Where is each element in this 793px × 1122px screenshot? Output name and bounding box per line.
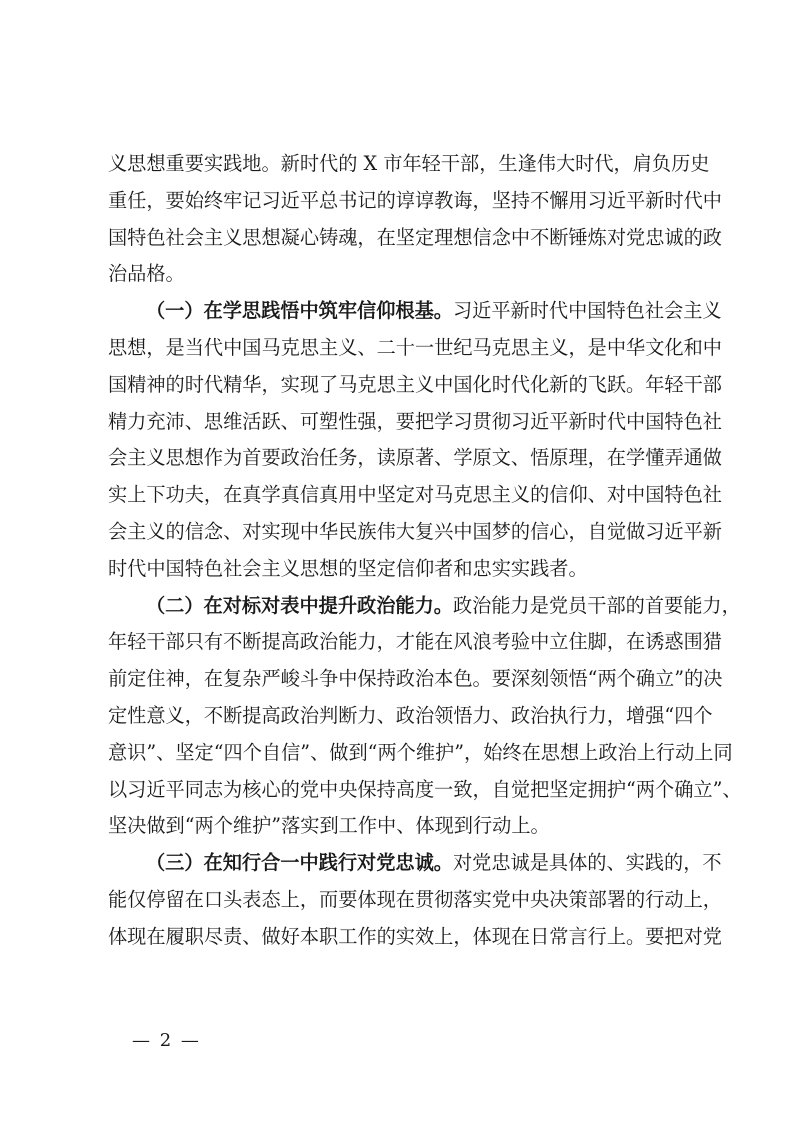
text-line: 意识”、坚定“四个自信”、做到“两个维护”，始终在思想上政治上行动上同: [108, 740, 733, 764]
text-line: 坚决做到“两个维护”落实到工作中、体现到行动上。: [108, 814, 550, 838]
text-line: 体现在履职尽责、做好本职工作的实效上，体现在日常言行上。要把对党: [108, 924, 722, 948]
text-line: 重任，要始终牢记习近平总书记的谆谆教诲，坚持不懈用习近平新时代中: [108, 188, 722, 212]
text-line: 国特色社会主义思想凝心铸魂，在坚定理想信念中不断锤炼对党忠诚的政: [108, 225, 722, 249]
section-heading-1: （一）在学思践悟中筑牢信仰根基。: [146, 299, 453, 323]
paragraph-section-1: [108, 293, 722, 587]
text-line: 年轻干部只有不断提高政治能力，才能在风浪考验中立住脚，在诱惑围猎: [108, 630, 722, 654]
text-line: 能仅停留在口头表态上，而要体现在贯彻落实党中央决策部署的行动上，: [108, 887, 722, 911]
text-line: 会主义思想作为首要政治任务，读原著、学原文、悟原理，在学懂弄通做: [108, 446, 722, 470]
section-1-lead-text: 习近平新时代中国特色社会主义: [453, 299, 722, 323]
text-line: 定性意义，不断提高政治判断力、政治领悟力、政治执行力，增强“四个: [108, 703, 713, 727]
page-number: — 2 —: [132, 1030, 201, 1051]
text-line: [108, 588, 741, 625]
text-line: 思想，是当代中国马克思主义、二十一世纪马克思主义，是中华文化和中: [108, 335, 722, 359]
text-line: 实上下功夫，在真学真信真用中坚定对马克思主义的信仰、对中国特色社: [108, 483, 722, 507]
text-line: 会主义的信念、对实现中华民族伟大复兴中国梦的信心，自觉做习近平新: [108, 519, 722, 543]
paragraph-section-2: [108, 588, 742, 846]
text-line: [108, 293, 722, 330]
text-line: 前定住神，在复杂严峻斗争中保持政治本色。要深刻领悟“两个确立”的决: [108, 667, 723, 691]
text-line: 义思想重要实践地。新时代的 X 市年轻干部，生逢伟大时代，肩负历史: [108, 152, 710, 175]
paragraph-section-3: [108, 845, 722, 955]
text-line: 国精神的时代精华，实现了马克思主义中国化时代化新的飞跃。年轻干部: [108, 372, 722, 396]
text-line: [108, 845, 722, 882]
section-heading-2: （二）在对标对表中提升政治能力。: [146, 593, 453, 617]
text-line: 治品格。: [108, 262, 185, 286]
document-body: [108, 146, 742, 956]
section-2-lead-text: 政治能力是党员干部的首要能力，: [453, 593, 741, 617]
paragraph-intro: [108, 146, 722, 293]
section-heading-3: （三）在知行合一中践行对党忠诚。: [146, 851, 453, 875]
text-line: 精力充沛、思维活跃、可塑性强，要把学习贯彻习近平新时代中国特色社: [108, 409, 722, 433]
text-line: 以习近平同志为核心的党中央保持高度一致，自觉把坚定拥护“两个确立”、: [108, 777, 742, 801]
section-3-lead-text: 对党忠诚是具体的、实践的，不: [453, 851, 722, 875]
text-line: 时代中国特色社会主义思想的坚定信仰者和忠实实践者。: [108, 556, 588, 580]
